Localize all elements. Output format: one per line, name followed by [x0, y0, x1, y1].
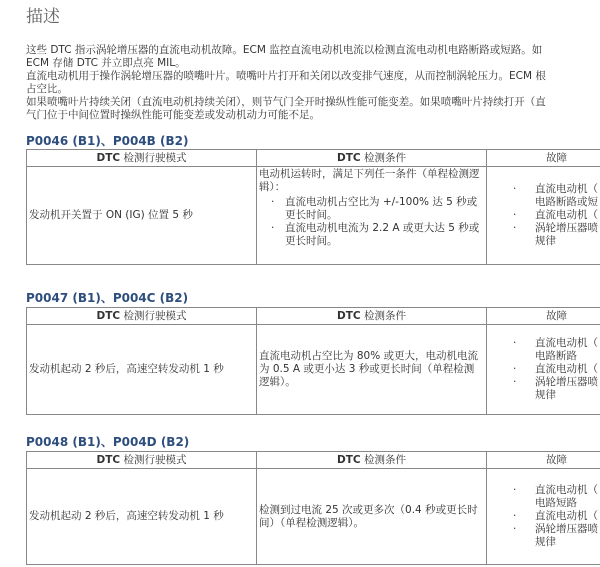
fault-item: · 直流电动机（ — [489, 183, 600, 196]
column-header-fault: 故障 — [487, 452, 600, 469]
column-header-fault: 故障 — [487, 150, 600, 167]
fault-item-continued: 规律 — [535, 235, 556, 247]
fault-item: · 直流电动机（ — [489, 484, 600, 497]
column-header-condition: DTC 检测条件 — [257, 308, 487, 325]
fault-item-continued: 电路断路 — [535, 350, 577, 362]
column-header-mode: DTC 检测行驶模式 — [27, 150, 257, 167]
fault-item: · 涡轮增压器喷 — [489, 523, 600, 536]
dtc-code-heading: P0047 (B1)、P004C (B2) — [26, 291, 189, 305]
fault-item-continued: 规律 — [535, 536, 556, 548]
column-header-condition: DTC 检测条件 — [257, 452, 487, 469]
condition-text: 电动机运转时，满足下列任一条件（单程检测逻辑）： — [259, 168, 480, 193]
dtc-table — [26, 149, 600, 265]
drive-mode-cell: 发动机起动 2 秒后，高速空转发动机 1 秒 — [27, 325, 257, 415]
condition-text: 直流电动机占空比为 80% 或更大，电动机电流为 0.5 A 或更小达 3 秒或更长时间（单程检测逻辑）。 — [259, 350, 479, 388]
column-header-mode: DTC 检测行驶模式 — [27, 308, 257, 325]
drive-mode-cell: 发动机起动 2 秒后，高速空转发动机 1 秒 — [27, 469, 257, 565]
description-line: 占空比。 — [26, 83, 68, 95]
column-header-condition: DTC 检测条件 — [257, 150, 487, 167]
condition-cell — [257, 325, 487, 415]
fault-item: · 直流电动机（ — [489, 363, 600, 376]
column-header-fault: 故障 — [487, 308, 600, 325]
drive-mode-cell: 发动机开关置于 ON (IG) 位置 5 秒 — [27, 167, 257, 265]
fault-item-continued: 电路断路或短 — [535, 196, 598, 208]
condition-cell — [257, 469, 487, 565]
fault-cell — [487, 469, 600, 565]
dtc-table — [26, 451, 600, 565]
description-line: 直流电动机用于操作涡轮增压器的喷嘴叶片。喷嘴叶片打开和关闭以改变排气速度，从而控制涡轮压力。ECM 根 — [26, 70, 546, 82]
dtc-code-heading: P0048 (B1)、P004D (B2) — [26, 435, 190, 449]
fault-item: · 涡轮增压器喷 — [489, 376, 600, 389]
column-header-mode: DTC 检测行驶模式 — [27, 452, 257, 469]
condition-item: · 直流电动机电流为 2.2 A 或更大达 5 秒或更长时间。 — [259, 222, 484, 248]
page-title: 描述 — [26, 7, 60, 27]
description — [26, 44, 600, 122]
description-line: ECM 存储 DTC 并立即点亮 MIL。 — [26, 57, 186, 69]
condition-text: 检测到过电流 25 次或更多次（0.4 秒或更长时间）（单程检测逻辑）。 — [259, 503, 478, 529]
fault-cell — [487, 167, 600, 265]
fault-item-continued: 电路短路 — [535, 497, 577, 509]
condition-cell — [257, 167, 487, 265]
description-line: 如果喷嘴叶片持续关闭（直流电动机持续关闭），则节气门全开时操纵性能可能变差。如果喷嘴叶片持续打开（直 — [26, 96, 546, 108]
dtc-table — [26, 307, 600, 415]
fault-item: · 直流电动机（ — [489, 337, 600, 350]
dtc-code-heading: P0046 (B1)、P004B (B2) — [26, 134, 189, 148]
fault-cell — [487, 325, 600, 415]
condition-item: · 直流电动机占空比为 +/-100% 达 5 秒或更长时间。 — [259, 196, 484, 222]
fault-item: · 直流电动机（ — [489, 510, 600, 523]
description-line: 这些 DTC 指示涡轮增压器的直流电动机故障。ECM 监控直流电动机电流以检测直流电动机电路断路或短路。如 — [26, 44, 543, 56]
fault-item: · 涡轮增压器喷 — [489, 222, 600, 235]
description-line: 气门位于中间位置时操纵性能可能变差或发动机动力可能不足。 — [26, 109, 320, 121]
fault-item-continued: 规律 — [535, 389, 556, 401]
fault-item: · 直流电动机（ — [489, 209, 600, 222]
